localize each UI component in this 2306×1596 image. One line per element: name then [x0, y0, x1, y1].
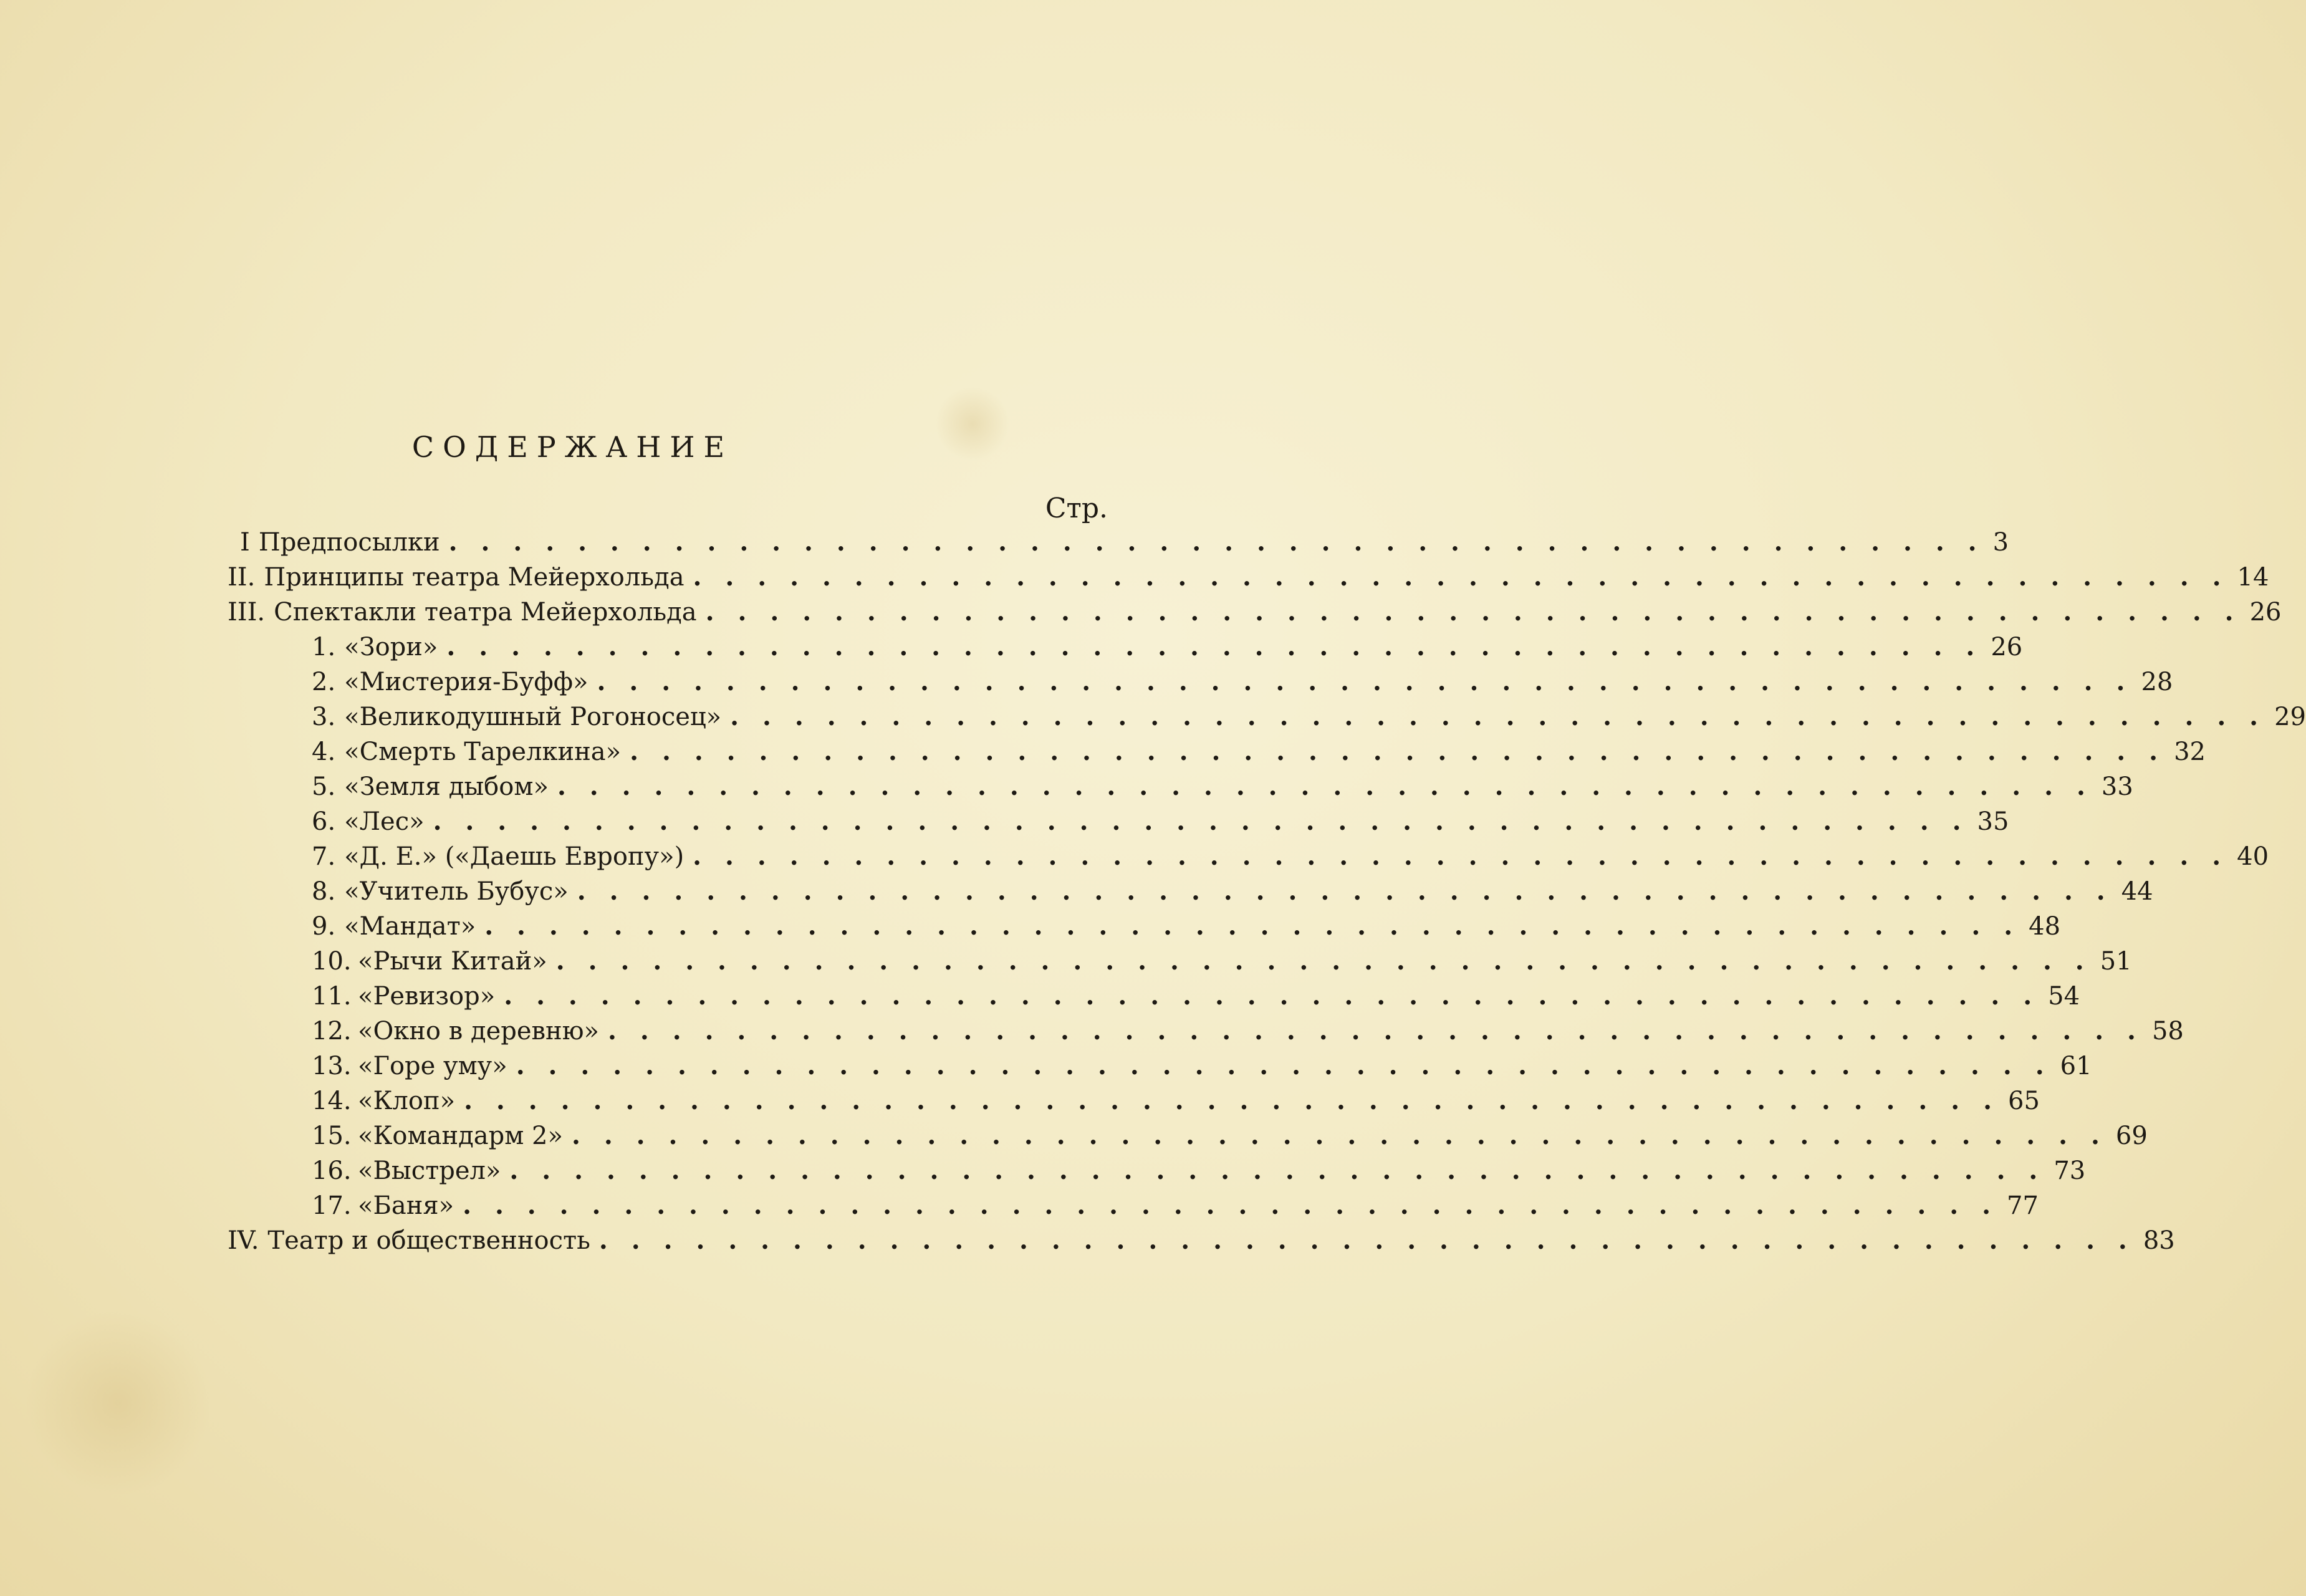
entry-title: «Ревизор»: [358, 982, 496, 1011]
leader-dots: . . . . . . . . . . . . . . . . . . . . . . . . . . . . . . . . . . . . . . . . . . . . . . . .: [504, 981, 2040, 1011]
entry-title: «Земля дыбом»: [344, 772, 549, 801]
entry-number: 17.: [312, 1191, 352, 1220]
toc-entry-row: [312, 630, 2023, 665]
entry-number: 1.: [312, 633, 336, 661]
section-title: Предпосылки: [258, 528, 440, 557]
section-title: Принципы театра Мейерхольда: [264, 563, 685, 592]
section-page-number: 83: [2143, 1226, 2175, 1255]
entry-number: 9.: [312, 912, 336, 941]
entry-page-number: 51: [2100, 947, 2132, 976]
section-title: Театр и общественность: [267, 1226, 590, 1255]
entry-title: «Смерть Тарелкина»: [344, 738, 622, 766]
entry-title: «Выстрел»: [358, 1156, 501, 1185]
section-title: Спектакли театра Мейерхольда: [274, 598, 697, 627]
entry-number: 16.: [312, 1156, 352, 1185]
entry-title: «Зори»: [344, 633, 438, 661]
paper-stain: [25, 1309, 212, 1496]
leader-dots: . . . . . . . . . . . . . . . . . . . . . . . . . . . . . . . . . . . . . . . . . . . . . . . .: [571, 1121, 2107, 1150]
entry-page-number: 54: [2048, 982, 2080, 1011]
entry-title: «Мистерия-Буфф»: [344, 668, 589, 696]
toc-section-row: [228, 560, 2269, 595]
entry-page-number: 32: [2174, 738, 2206, 766]
leader-dots: . . . . . . . . . . . . . . . . . . . . . . . . . . . . . . . . . . . . . . . . . . . . . . . .: [433, 807, 1969, 836]
leader-dots: . . . . . . . . . . . . . . . . . . . . . . . . . . . . . . . . . . . . . . . . . . . . . . . .: [484, 911, 2020, 941]
section-number: IV.: [228, 1226, 259, 1255]
entry-page-number: 69: [2115, 1122, 2148, 1150]
entry-number: 14.: [312, 1087, 352, 1115]
toc-section-row: [240, 525, 2009, 560]
entry-title: «Великодушный Рогоносец»: [344, 703, 722, 731]
leader-dots: . . . . . . . . . . . . . . . . . . . . . . . . . . . . . . . . . . . . . . . . . . . . . . . .: [516, 1051, 2052, 1080]
leader-dots: . . . . . . . . . . . . . . . . . . . . . . . . . . . . . . . . . . . . . . . . . . . . . . . .: [693, 842, 2229, 871]
toc-entry-row: [312, 665, 2173, 699]
entry-page-number: 61: [2060, 1052, 2092, 1080]
toc-entry-row: [312, 804, 2009, 839]
entry-title: «Клоп»: [358, 1087, 456, 1115]
entry-number: 10.: [312, 947, 352, 976]
entry-page-number: 65: [2008, 1087, 2040, 1115]
entry-number: 11.: [312, 982, 352, 1011]
entry-page-number: 58: [2151, 1017, 2184, 1046]
entry-number: 7.: [312, 842, 336, 871]
toc-entry-row: [312, 944, 2132, 979]
entry-page-number: 29: [2274, 703, 2306, 731]
leader-dots: . . . . . . . . . . . . . . . . . . . . . . . . . . . . . . . . . . . . . . . . . . . . . . . .: [705, 597, 2241, 627]
entry-title: «Горе уму»: [358, 1052, 507, 1080]
leader-dots: . . . . . . . . . . . . . . . . . . . . . . . . . . . . . . . . . . . . . . . . . . . . . . . .: [577, 877, 2113, 906]
entry-title: «Учитель Бубус»: [344, 877, 569, 906]
toc-section-row: [228, 595, 2282, 630]
entry-number: 15.: [312, 1122, 352, 1150]
entry-number: 6.: [312, 807, 336, 836]
leader-dots: . . . . . . . . . . . . . . . . . . . . . . . . . . . . . . . . . . . . . . . . . . . . . . . .: [555, 946, 2092, 976]
leader-dots: . . . . . . . . . . . . . . . . . . . . . . . . . . . . . . . . . . . . . . . . . . . . . . . .: [608, 1016, 2143, 1046]
entry-page-number: 26: [1991, 633, 2023, 661]
entry-title: «Командарм 2»: [358, 1122, 563, 1150]
toc-entry-row: [312, 979, 2080, 1014]
contents-title: СОДЕРЖАНИЕ: [411, 430, 734, 464]
entry-number: 13.: [312, 1052, 352, 1080]
entry-title: «Рычи Китай»: [358, 947, 547, 976]
toc-entry-row: [312, 874, 2153, 909]
toc-section-row: [228, 1223, 2175, 1258]
leader-dots: . . . . . . . . . . . . . . . . . . . . . . . . . . . . . . . . . . . . . . . . . . . . . . . .: [730, 702, 2266, 731]
toc-entry-row: [312, 909, 2061, 944]
leader-dots: . . . . . . . . . . . . . . . . . . . . . . . . . . . . . . . . . . . . . . . . . . . . . . . .: [463, 1191, 1999, 1220]
section-page-number: 26: [2249, 598, 2282, 627]
entry-page-number: 44: [2121, 877, 2153, 906]
toc-entry-row: [312, 1188, 2039, 1223]
section-page-number: 3: [1992, 528, 2009, 557]
entry-page-number: 40: [2237, 842, 2269, 871]
toc-entry-row: [312, 1049, 2092, 1084]
section-page-number: 14: [2237, 563, 2269, 592]
toc-entry-row: [312, 839, 2269, 874]
entry-number: 2.: [312, 668, 336, 696]
entry-page-number: 33: [2101, 772, 2133, 801]
leader-dots: . . . . . . . . . . . . . . . . . . . . . . . . . . . . . . . . . . . . . . . . . . . . . . . .: [597, 667, 2133, 696]
entry-page-number: 73: [2054, 1156, 2086, 1185]
leader-dots: . . . . . . . . . . . . . . . . . . . . . . . . . . . . . . . . . . . . . . . . . . . . . . . .: [598, 1226, 2135, 1255]
entry-title: «Баня»: [358, 1191, 454, 1220]
toc-entry-row: [312, 769, 2133, 804]
page-column-label: Стр.: [1045, 493, 1108, 524]
entry-number: 4.: [312, 738, 336, 766]
toc-entry-row: [312, 1084, 2040, 1118]
toc-entry-row: [312, 699, 2306, 734]
leader-dots: . . . . . . . . . . . . . . . . . . . . . . . . . . . . . . . . . . . . . . . . . . . . . . . .: [464, 1086, 2000, 1115]
leader-dots: . . . . . . . . . . . . . . . . . . . . . . . . . . . . . . . . . . . . . . . . . . . . . . . .: [630, 737, 2166, 766]
entry-page-number: 77: [2007, 1191, 2039, 1220]
section-number: III.: [228, 598, 266, 627]
entry-number: 12.: [312, 1017, 352, 1046]
leader-dots: . . . . . . . . . . . . . . . . . . . . . . . . . . . . . . . . . . . . . . . . . . . . . . . .: [557, 772, 2093, 801]
leader-dots: . . . . . . . . . . . . . . . . . . . . . . . . . . . . . . . . . . . . . . . . . . . . . . . .: [446, 632, 1982, 661]
leader-dots: . . . . . . . . . . . . . . . . . . . . . . . . . . . . . . . . . . . . . . . . . . . . . . . .: [448, 527, 1984, 557]
leader-dots: . . . . . . . . . . . . . . . . . . . . . . . . . . . . . . . . . . . . . . . . . . . . . . . .: [693, 562, 2229, 592]
toc-entry-row: [312, 734, 2206, 769]
entry-title: «Д. Е.» («Даешь Европу»): [344, 842, 685, 871]
entry-number: 3.: [312, 703, 336, 731]
section-number: I: [240, 528, 250, 557]
toc-entry-row: [312, 1153, 2086, 1188]
entry-page-number: 35: [1977, 807, 2009, 836]
entry-page-number: 28: [2141, 668, 2173, 696]
entry-number: 5.: [312, 772, 336, 801]
toc-entry-row: [312, 1014, 2184, 1049]
entry-number: 8.: [312, 877, 336, 906]
leader-dots: . . . . . . . . . . . . . . . . . . . . . . . . . . . . . . . . . . . . . . . . . . . . . . . .: [509, 1156, 2045, 1185]
entry-page-number: 48: [2029, 912, 2061, 941]
toc-entry-row: [312, 1118, 2148, 1153]
entry-title: «Лес»: [344, 807, 425, 836]
entry-title: «Окно в деревню»: [358, 1017, 600, 1046]
section-number: II.: [228, 563, 256, 592]
entry-title: «Мандат»: [344, 912, 476, 941]
